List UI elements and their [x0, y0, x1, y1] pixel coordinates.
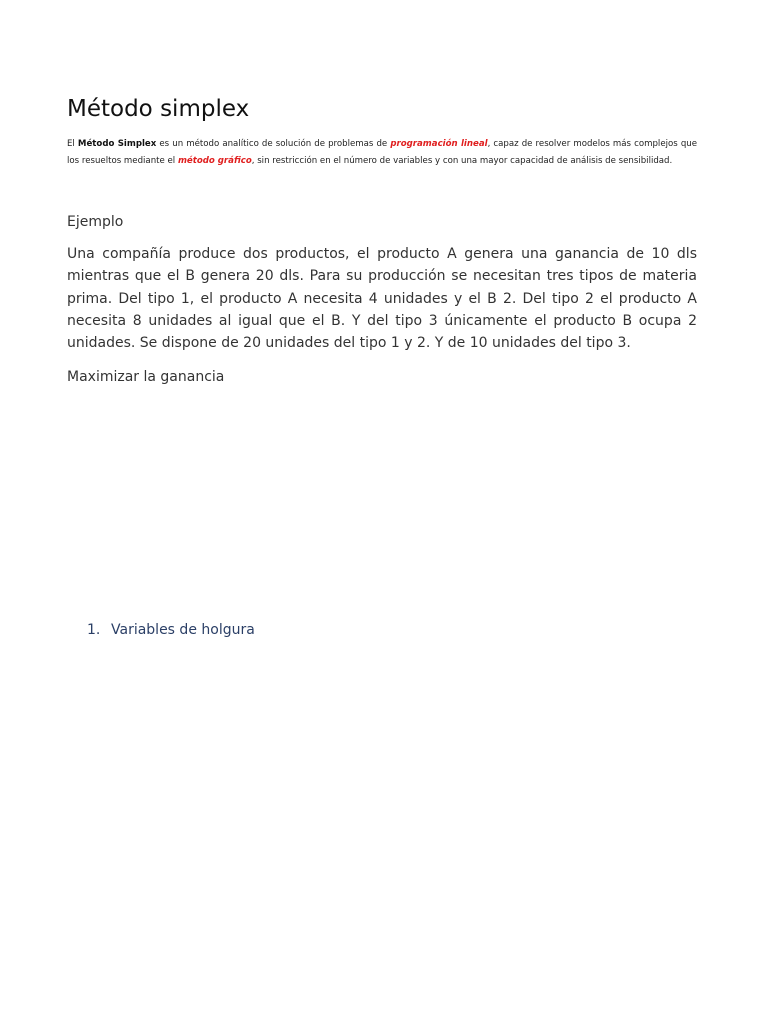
link-programacion-lineal[interactable]: programación lineal: [390, 139, 488, 149]
page-title: Método simplex: [67, 96, 250, 122]
list-item-number: 1.: [87, 622, 101, 638]
intro-text-4: , sin restricción en el número de variables y con una mayor capacidad de análisis de sensibilidad.: [251, 155, 673, 166]
list-item-label: Variables de holgura: [111, 622, 255, 638]
intro-term: Método Simplex: [77, 139, 157, 149]
intro-text-3: , capaz de resolver modelos más complejos que los resueltos mediante el: [67, 139, 698, 166]
numbered-list: [87, 620, 255, 640]
intro-text-1: El: [67, 139, 78, 149]
intro-text-2: es un método analítico de solución de problemas de: [156, 139, 391, 149]
goal-text: Maximizar la ganancia: [67, 369, 225, 385]
example-paragraph: Una compañía produce dos productos, el producto A genera una ganancia de 10 dls mientras que el B genera 20 dls. Para su producción se necesitan tres tipos de materia prima. Del tipo 1, el producto A necesita 4 unidades y el B 2. Del tipo 2 el producto A necesita 8 unidades al igual que el B. Y del tipo 3 únicamente el producto B ocupa 2 unidades. Se dispone de 20 unidades del tipo 1 y 2. Y de 10 unidades del tipo 3.: [67, 246, 697, 352]
link-metodo-grafico[interactable]: método gráfico: [177, 155, 252, 166]
example-heading: Ejemplo: [67, 214, 124, 230]
list-item: [87, 620, 255, 640]
intro-paragraph: [67, 136, 697, 169]
